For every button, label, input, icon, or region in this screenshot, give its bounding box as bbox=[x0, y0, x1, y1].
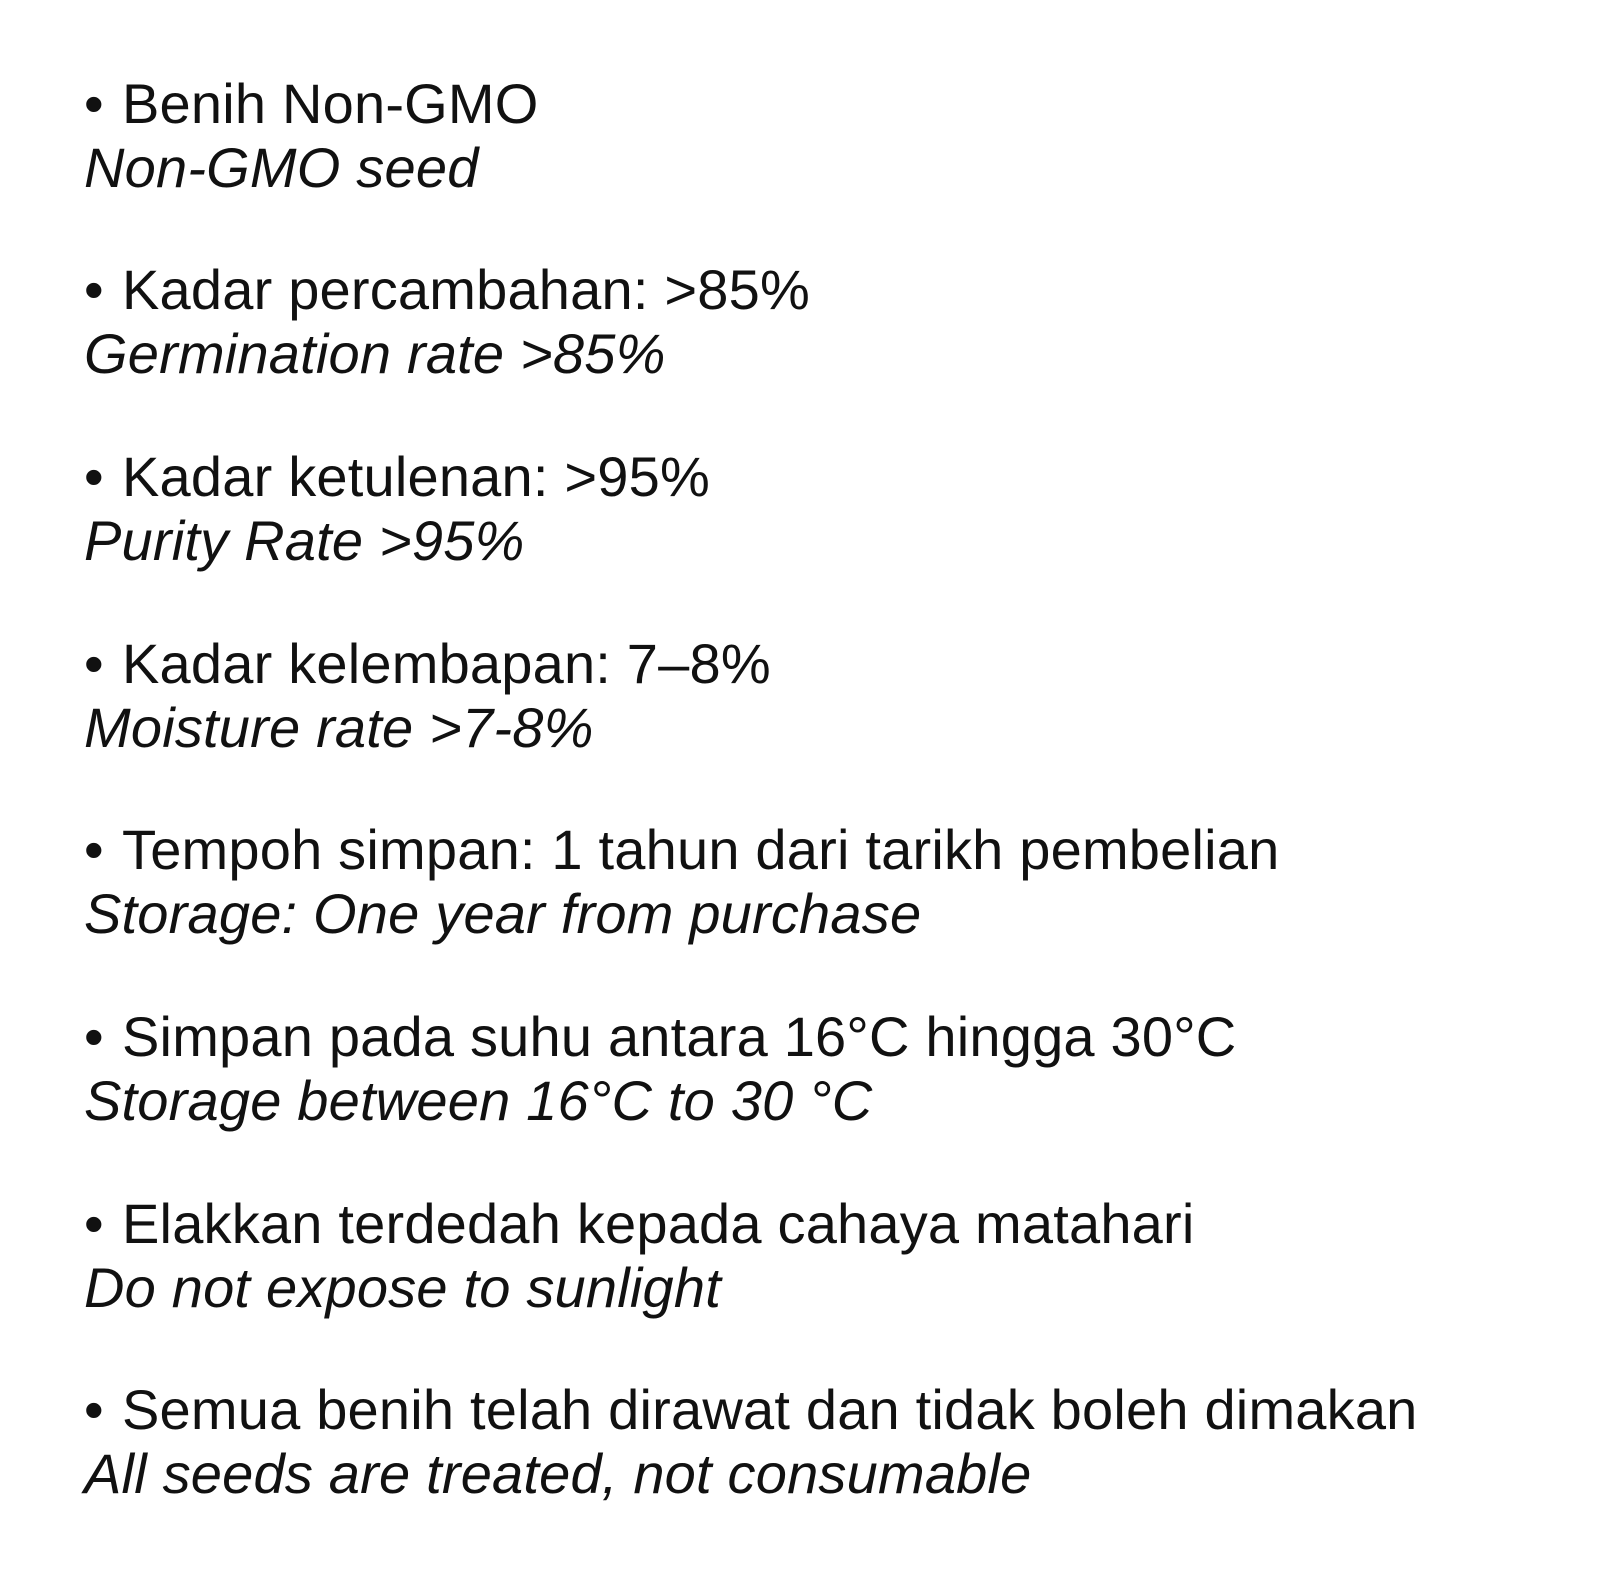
item-translation: Do not expose to sunlight bbox=[84, 1256, 721, 1319]
item-main-text: Benih Non-GMO bbox=[122, 72, 539, 135]
item-main-line bbox=[84, 1378, 1564, 1442]
item-main-line bbox=[84, 818, 1564, 882]
item-translation: All seeds are treated, not consumable bbox=[84, 1442, 1032, 1505]
item-translation: Storage between 16°C to 30 °C bbox=[84, 1069, 873, 1132]
item-main-text: Simpan pada suhu antara 16°C hingga 30°C bbox=[122, 1005, 1237, 1068]
item-translation: Storage: One year from purchase bbox=[84, 882, 922, 945]
bullet-icon: • bbox=[84, 1192, 104, 1255]
item-main-line bbox=[84, 72, 1564, 136]
bullet-icon: • bbox=[84, 258, 104, 321]
item-translation: Germination rate >85% bbox=[84, 322, 666, 385]
item-main-text: Kadar kelembapan: 7–8% bbox=[122, 632, 771, 695]
bullet-icon: • bbox=[84, 1378, 104, 1441]
item-main-text: Elakkan terdedah kepada cahaya matahari bbox=[122, 1192, 1195, 1255]
item-main-text: Kadar percambahan: >85% bbox=[122, 258, 810, 321]
list-item bbox=[84, 1192, 1564, 1320]
item-main-line bbox=[84, 632, 1564, 696]
bullet-icon: • bbox=[84, 632, 104, 695]
bullet-icon: • bbox=[84, 445, 104, 508]
list-item bbox=[84, 1378, 1564, 1506]
list-item bbox=[84, 258, 1564, 386]
item-translation: Purity Rate >95% bbox=[84, 509, 525, 572]
item-main-line bbox=[84, 445, 1564, 509]
list-item bbox=[84, 72, 1564, 200]
bullet-icon: • bbox=[84, 818, 104, 881]
item-main-line bbox=[84, 258, 1564, 322]
item-translation: Non-GMO seed bbox=[84, 136, 479, 199]
item-main-text: Tempoh simpan: 1 tahun dari tarikh pembelian bbox=[122, 818, 1280, 881]
list-item bbox=[84, 632, 1564, 760]
bullet-icon: • bbox=[84, 72, 104, 135]
list-item bbox=[84, 1005, 1564, 1133]
list-item bbox=[84, 445, 1564, 573]
item-main-text: Kadar ketulenan: >95% bbox=[122, 445, 710, 508]
item-main-line bbox=[84, 1192, 1564, 1256]
list-item bbox=[84, 818, 1564, 946]
bullet-icon: • bbox=[84, 1005, 104, 1068]
item-translation: Moisture rate >7-8% bbox=[84, 696, 594, 759]
item-main-line bbox=[84, 1005, 1564, 1069]
item-main-text: Semua benih telah dirawat dan tidak boleh dimakan bbox=[122, 1378, 1418, 1441]
